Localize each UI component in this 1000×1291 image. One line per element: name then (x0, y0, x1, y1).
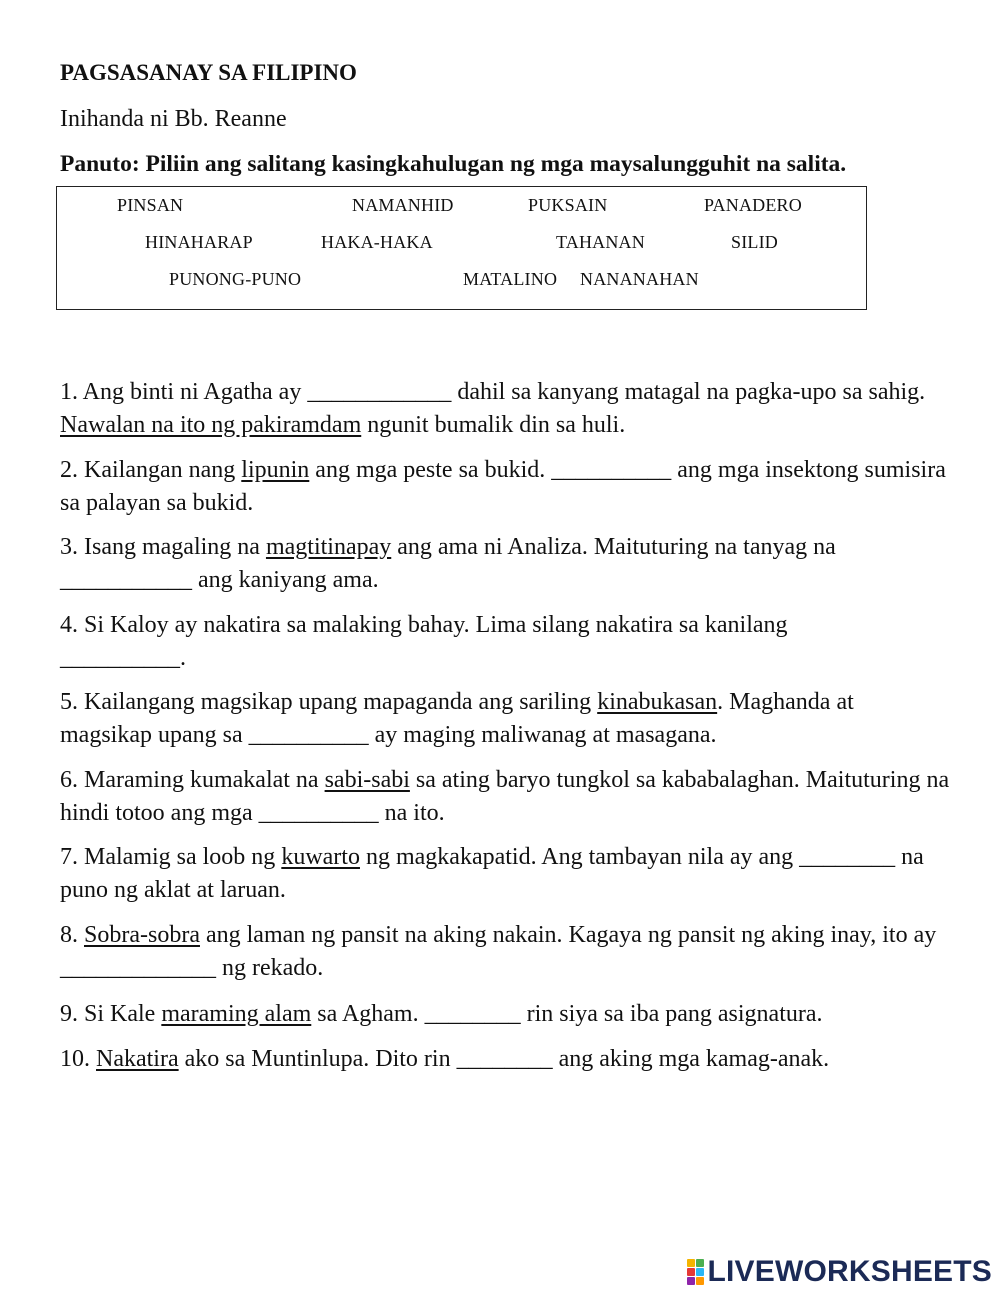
question-10: 10. Nakatira ako sa Muntinlupa. Dito rin ________ ang aking mga kamag-anak. (60, 1046, 830, 1072)
word-bank-box (56, 186, 867, 310)
logo-blocks-icon (687, 1259, 704, 1285)
logo-block (687, 1259, 695, 1267)
word-bank-item: PUKSAIN (528, 195, 608, 215)
logo-block (696, 1277, 704, 1285)
word-bank-item: PANADERO (704, 195, 802, 215)
word-bank-item: PUNONG-PUNO (169, 269, 302, 289)
question-2: 2. Kailangan nang lipunin ang mga peste sa bukid. __________ ang mga insektong sumisira sa palayan sa bukid. (60, 457, 946, 516)
underlined-word: magtitinapay (265, 534, 392, 560)
question-8: 8. Sobra-sobra ang laman ng pansit na aking nakain. Kagaya ng pansit ng aking inay, ito ay _____________ ng rekado. (60, 922, 937, 981)
liveworksheets-logo (687, 1255, 993, 1289)
word-bank-item: TAHANAN (556, 232, 645, 252)
logo-block (696, 1268, 704, 1276)
underlined-word: lipunin (241, 457, 310, 483)
underlined-word: kuwarto (281, 844, 360, 870)
word-bank-item: SILID (731, 232, 778, 252)
underlined-word: maraming alam (161, 1001, 312, 1027)
question-4: 4. Si Kaloy ay nakatira sa malaking bahay. Lima silang nakatira sa kanilang __________. (60, 612, 788, 671)
word-bank-item: HINAHARAP (145, 232, 253, 252)
logo-block (687, 1268, 695, 1276)
underlined-word: Nakatira (96, 1046, 179, 1072)
author-line: Inihanda ni Bb. Reanne (60, 106, 287, 132)
word-bank-item: PINSAN (117, 195, 184, 215)
question-3: 3. Isang magaling na magtitinapay ang ama ni Analiza. Maituturing na tanyag na ___________ ang kaniyang ama. (60, 534, 836, 593)
logo-block (687, 1277, 695, 1285)
underlined-word: kinabukasan (597, 689, 718, 715)
logo-block (696, 1259, 704, 1267)
question-5: 5. Kailangang magsikap upang mapaganda ang sariling kinabukasan. Maghanda at magsikap upang sa __________ ay maging maliwanag at masagana. (60, 689, 854, 748)
word-bank-item: HAKA-HAKA (321, 232, 433, 252)
word-bank-item: MATALINO (463, 269, 558, 289)
underlined-word: Nawalan na ito ng pakiramdam (60, 412, 362, 438)
question-9: 9. Si Kale maraming alam sa Agham. ________ rin siya sa iba pang asignatura. (60, 1001, 823, 1027)
question-1: 1. Ang binti ni Agatha ay ____________ dahil sa kanyang matagal na pagka-upo sa sahig. Nawalan na ito ng pakiramdam ngunit bumalik din sa huli. (60, 379, 926, 438)
question-7: 7. Malamig sa loob ng kuwarto ng magkakapatid. Ang tambayan nila ay ang ________ na puno ng aklat at laruan. (60, 844, 924, 903)
underlined-word: sabi-sabi (324, 767, 410, 793)
page-title: PAGSASANAY SA FILIPINO (60, 60, 357, 85)
question-6: 6. Maraming kumakalat na sabi-sabi sa ating baryo tungkol sa kababalaghan. Maituturing na hindi totoo ang mga __________ na ito. (60, 767, 950, 826)
word-bank-item: NANANAHAN (580, 269, 699, 289)
word-bank-item: NAMANHID (352, 195, 454, 215)
underlined-word: Sobra-sobra (84, 922, 200, 948)
brand-text: LIVEWORKSHEETS (707, 1255, 992, 1288)
instruction: Panuto: Piliin ang salitang kasingkahulugan ng mga maysalungguhit na salita. (60, 151, 847, 177)
